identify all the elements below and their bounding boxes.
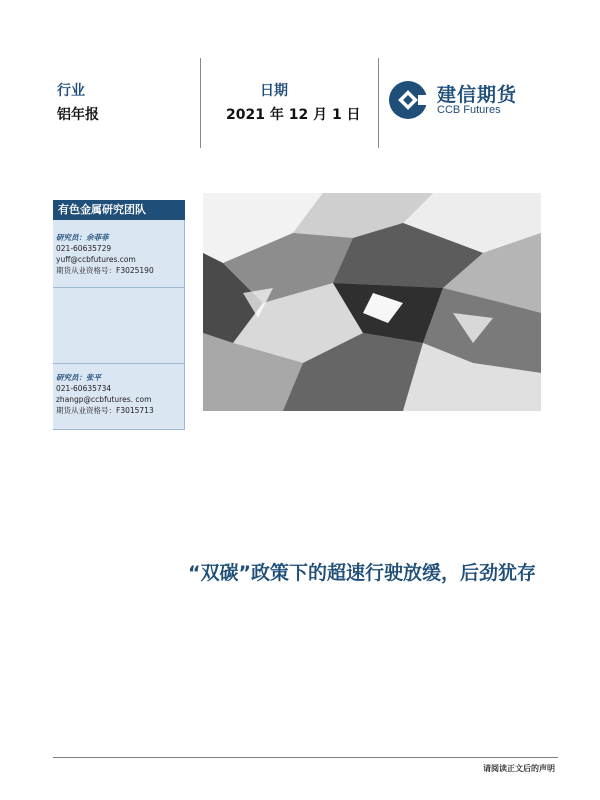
aluminum-foil-photo <box>203 193 541 411</box>
researcher-card <box>53 220 185 288</box>
date-label: 日期 <box>260 83 288 99</box>
researcher-email[interactable]: yuff@ccbfutures.com <box>56 255 136 264</box>
header-divider-1 <box>200 58 201 148</box>
researcher-card <box>53 364 185 430</box>
brand-name-en: CCB Futures <box>437 104 501 116</box>
industry-value: 铝年报 <box>57 107 99 123</box>
team-title: 有色金属研究团队 <box>53 200 185 220</box>
researcher-name: 研究员：余菲菲 <box>56 233 109 242</box>
researcher-phone: 021-60635729 <box>56 244 112 253</box>
researcher-name: 研究员：张平 <box>56 373 101 382</box>
researcher-email[interactable]: zhangp@ccbfutures. com <box>56 395 152 404</box>
report-title: “双碳”政策下的超速行驶放缓，后劲犹存 <box>188 562 536 584</box>
footer-divider <box>53 757 558 758</box>
researcher-license: 期货从业资格号：F3025190 <box>56 266 154 275</box>
ccb-logo-icon <box>388 80 428 120</box>
industry-label: 行业 <box>57 83 85 99</box>
researcher-phone: 021-60635734 <box>56 384 112 393</box>
date-value: 2021 年 12 月 1 日 <box>226 107 361 123</box>
disclaimer-link[interactable]: 请阅读正文后的声明 <box>483 763 555 773</box>
brand-name-cn: 建信期货 <box>437 84 518 106</box>
researcher-license: 期货从业资格号：F3015713 <box>56 406 154 415</box>
header-divider-2 <box>378 58 379 148</box>
team-spacer-box <box>53 288 185 364</box>
